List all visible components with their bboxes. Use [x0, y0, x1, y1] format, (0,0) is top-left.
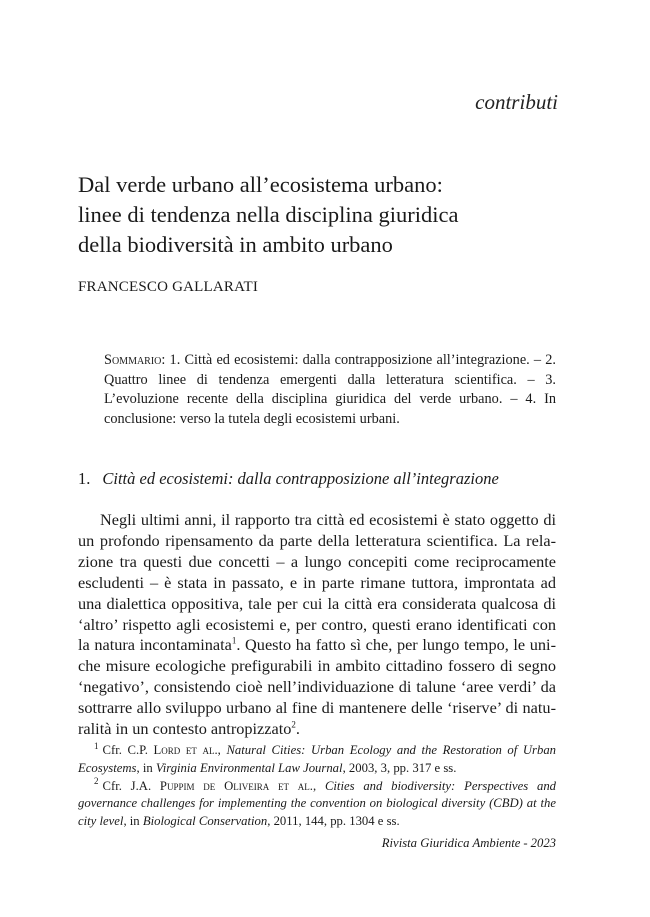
summary-label: Sommario: — [104, 352, 166, 368]
footnote-tail: , 2011, 144, pp. 1304 e ss. — [267, 814, 400, 829]
footnote-number: 1 — [94, 740, 99, 751]
footnote-sep: , — [217, 743, 227, 757]
footnote-mid: , in — [136, 760, 156, 775]
footnote-title: Cities and biodiversity: Perspectives and governance challenges for implementing the convention on biological diversity (CBD) at the city level — [78, 778, 557, 829]
footnote-ref[interactable]: 2 — [291, 719, 296, 730]
footer-separator: - — [523, 836, 528, 850]
footnote-mid: , in — [123, 814, 143, 829]
title-line: Dal verde urbano all’ecosistema urbano: — [78, 172, 443, 197]
body-line: una dialettica oppositiva, tale per cui la città era considerata qualcosa di — [78, 593, 556, 613]
body-line — [78, 635, 556, 656]
author-name: FRANCESCO GALLARATI — [78, 279, 259, 295]
running-footer — [382, 836, 556, 851]
body-line: zione tra questi due concetti – a lungo concepiti come reciprocamente — [78, 551, 556, 571]
body-text — [78, 510, 556, 740]
footnote-journal: Biological Conservation — [142, 814, 268, 829]
section-title: Città ed ecosistemi: dalla contrapposizione all’integrazione — [102, 469, 499, 488]
footnote-prefix: Cfr. J.A. — [102, 778, 160, 793]
footnote-title: Natural Cities: Urban Ecology and the Restoration of Urban Ecosystems — [78, 743, 557, 775]
section-heading — [78, 469, 558, 489]
body-line: ‘altro’ rispetto agli ecosistemi e, per contro, questi erano identificati con — [78, 614, 556, 634]
body-line: ‘negativo’, consistendo cioè nell’individuazione di talune ‘aree verdi’ da — [78, 677, 556, 697]
section-label: contributi — [475, 90, 558, 114]
footnotes — [78, 742, 556, 831]
body-line: escludenti – è stata in passato, e in parte rimane tuttora, improntata ad — [78, 572, 556, 592]
summary-text: 1. Città ed ecosistemi: dalla contrapposizione all’integrazione. – 2. Quattro linee di tendenza emergenti dalla letteratura scientifica. – 3. L’evoluzione recente della disciplina giuridica del verde urbano. – 4. In conclusione: verso la tutela degli ecosistemi urbani. — [104, 352, 556, 427]
footnote-journal: Virginia Environmental Law Journal — [155, 760, 343, 775]
title-line: linee di tendenza nella disciplina giuridica — [78, 202, 459, 227]
body-segment: . Questo ha fatto sì che, per lungo tempo, le uni- — [236, 635, 556, 655]
footnote-prefix: Cfr. C.P. — [102, 743, 154, 757]
footer-year: 2023 — [530, 836, 556, 850]
footnote-authors: Lord et al. — [153, 743, 218, 757]
summary — [104, 351, 556, 429]
body-line: un profondo ripensamento da parte della letteratura scientifica. La rela- — [78, 530, 556, 550]
footnote-authors: Puppim de Oliveira et al. — [159, 778, 313, 793]
footer-journal: Rivista Giuridica Ambiente — [381, 836, 521, 850]
title-line: della biodiversità in ambito urbano — [78, 232, 393, 257]
body-segment: la natura incontaminata — [78, 635, 232, 655]
body-line: Negli ultimi anni, il rapporto tra città ed ecosistemi è stato oggetto di — [100, 510, 556, 529]
footnote-number: 2 — [94, 776, 99, 787]
article-title — [78, 170, 558, 260]
footnote-ref[interactable]: 1 — [231, 636, 237, 647]
body-segment: . — [295, 719, 300, 739]
footnote-sep: , — [312, 778, 325, 793]
body-segment: ralità in un contesto antropizzato — [78, 719, 292, 739]
footnote — [78, 778, 556, 831]
footnote — [78, 742, 556, 778]
body-line — [78, 719, 556, 740]
body-line: che misure ecologiche prefigurabili in ambito cittadino fossero di segno — [78, 656, 556, 676]
body-line: sottrarre allo sviluppo urbano al fine di mantenere delle ‘riserve’ di natu- — [78, 698, 556, 718]
section-number: 1. — [78, 469, 91, 488]
footnote-tail: , 2003, 3, pp. 317 e ss. — [342, 760, 457, 775]
